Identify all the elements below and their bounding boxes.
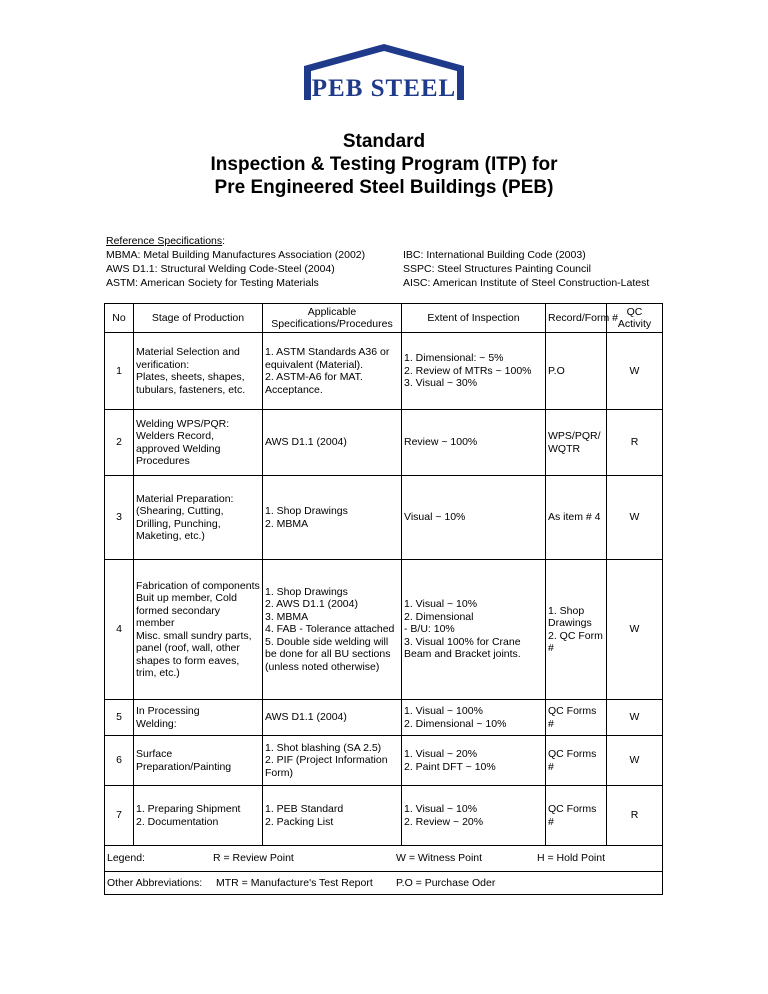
header-record: Record/Form #	[546, 304, 607, 333]
cell-spec: AWS D1.1 (2004)	[263, 700, 402, 736]
cell-record: QC Forms #	[546, 786, 607, 846]
cell-record: As item # 4	[546, 476, 607, 560]
header-extent: Extent of Inspection	[402, 304, 546, 333]
document-title	[0, 130, 768, 199]
cell-qc: R	[607, 786, 663, 846]
table-row	[105, 560, 663, 700]
legend-row	[105, 846, 663, 872]
abbreviations-label: Other Abbreviations:	[107, 876, 203, 889]
cell-no: 5	[105, 700, 134, 736]
cell-stage: Surface Preparation/Painting	[134, 736, 263, 786]
cell-stage: In Processing Welding:	[134, 700, 263, 736]
abbreviation-mtr: MTR = Manufacture's Test Report	[216, 876, 373, 889]
itp-table	[104, 303, 663, 895]
cell-qc: W	[607, 476, 663, 560]
reference-item: AWS D1.1: Structural Welding Code-Steel (2004)	[106, 263, 335, 275]
cell-spec: 1. Shop Drawings 2. AWS D1.1 (2004) 3. MBMA 4. FAB - Tolerance attached 5. Double side welding will be done for all BU sections (unless noted otherwise)	[263, 560, 402, 700]
cell-qc: R	[607, 410, 663, 476]
abbreviation-po: P.O = Purchase Oder	[396, 876, 496, 889]
table-row	[105, 476, 663, 560]
cell-spec: AWS D1.1 (2004)	[263, 410, 402, 476]
table-header-row	[105, 304, 663, 333]
title-line-3: Pre Engineered Steel Buildings (PEB)	[214, 177, 554, 198]
reference-item: SSPC: Steel Structures Painting Council	[403, 263, 591, 275]
cell-no: 2	[105, 410, 134, 476]
cell-record: QC Forms #	[546, 736, 607, 786]
cell-stage: Fabrication of components Buit up member, Cold formed secondary member Misc. small sundry parts, panel (roof, wall, other shapes to form eaves, trim, etc.)	[134, 560, 263, 700]
cell-qc: W	[607, 736, 663, 786]
reference-item: IBC: International Building Code (2003)	[403, 249, 586, 261]
table-row	[105, 736, 663, 786]
cell-extent: 1. Visual ~ 10% 2. Review ~ 20%	[402, 786, 546, 846]
cell-extent: Review ~ 100%	[402, 410, 546, 476]
cell-extent: Visual ~ 10%	[402, 476, 546, 560]
reference-heading: Reference Specifications:	[106, 235, 226, 247]
cell-no: 4	[105, 560, 134, 700]
cell-qc: W	[607, 560, 663, 700]
header-qc: QC Activity	[607, 304, 663, 333]
cell-spec: 1. Shop Drawings 2. MBMA	[263, 476, 402, 560]
reference-item: AISC: American Institute of Steel Construction-Latest	[403, 277, 650, 289]
reference-specifications	[106, 234, 706, 290]
legend-witness: W = Witness Point	[396, 852, 483, 865]
cell-spec: 1. ASTM Standards A36 or equivalent (Material). 2. ASTM-A6 for MAT. Acceptance.	[263, 333, 402, 410]
legend-review: R = Review Point	[213, 852, 294, 865]
cell-stage: Material Selection and verification: Plates, sheets, shapes, tubulars, fasteners, etc.	[134, 333, 263, 410]
cell-record: 1. Shop Drawings 2. QC Form #	[546, 560, 607, 700]
cell-no: 6	[105, 736, 134, 786]
cell-stage: Material Preparation: (Shearing, Cutting, Drilling, Punching, Maketing, etc.)	[134, 476, 263, 560]
cell-extent: 1. Visual ~ 10% 2. Dimensional - B/U: 10% 3. Visual 100% for Crane Beam and Bracket joints.	[402, 560, 546, 700]
cell-record: QC Forms #	[546, 700, 607, 736]
cell-extent: 1. Visual ~ 20% 2. Paint DFT ~ 10%	[402, 736, 546, 786]
cell-stage: 1. Preparing Shipment 2. Documentation	[134, 786, 263, 846]
cell-record: WPS/PQR/ WQTR	[546, 410, 607, 476]
cell-no: 7	[105, 786, 134, 846]
reference-item: MBMA: Metal Building Manufactures Association (2002)	[106, 249, 366, 261]
cell-extent: 1. Dimensional: ~ 5% 2. Review of MTRs ~ 100% 3. Visual ~ 30%	[402, 333, 546, 410]
title-line-1: Standard	[342, 131, 426, 152]
svg-text:PEB STEEL: PEB STEEL	[311, 75, 457, 102]
cell-no: 1	[105, 333, 134, 410]
legend-hold: H = Hold Point	[537, 852, 605, 865]
header-no: No	[105, 304, 134, 333]
title-line-2: Inspection & Testing Program (ITP) for	[210, 154, 558, 175]
header-spec: Applicable Specifications/Procedures	[263, 304, 402, 333]
legend-label: Legend:	[107, 852, 145, 865]
cell-spec: 1. Shot blashing (SA 2.5) 2. PIF (Project Information Form)	[263, 736, 402, 786]
cell-spec: 1. PEB Standard 2. Packing List	[263, 786, 402, 846]
table-row	[105, 700, 663, 736]
peb-steel-logo	[300, 40, 468, 102]
cell-no: 3	[105, 476, 134, 560]
table-row	[105, 333, 663, 410]
cell-qc: W	[607, 333, 663, 410]
header-stage: Stage of Production	[134, 304, 263, 333]
table-row	[105, 786, 663, 846]
cell-record: P.O	[546, 333, 607, 410]
cell-stage: Welding WPS/PQR: Welders Record, approved Welding Procedures	[134, 410, 263, 476]
cell-qc: W	[607, 700, 663, 736]
reference-item: ASTM: American Society for Testing Materials	[106, 277, 319, 289]
cell-extent: 1. Visual ~ 100% 2. Dimensional ~ 10%	[402, 700, 546, 736]
abbreviations-row	[105, 872, 663, 895]
table-row	[105, 410, 663, 476]
